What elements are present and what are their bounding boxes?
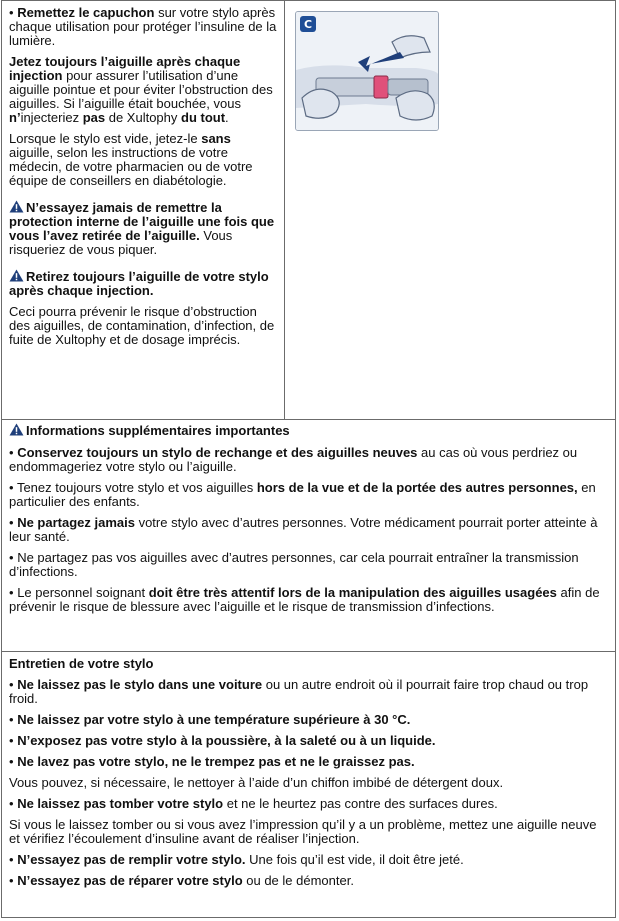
warning-remove-needle: Retirez toujours l’aiguille de votre stylo après chaque injection. — [9, 269, 269, 298]
pen-care-heading: Entretien de votre stylo — [9, 656, 154, 671]
care-item: • Ne lavez pas votre stylo, ne le trempez pas et ne le graissez pas. — [9, 754, 415, 769]
recap-paragraph: • Remettez le capuchon sur votre stylo après chaque utilisation pour protéger l’insuline de la lumière. — [9, 5, 277, 48]
care-note: Vous pouvez, si nécessaire, le nettoyer à l’aide d’un chiffon imbibé de détergent doux. — [9, 775, 504, 790]
empty-pen-paragraph: Lorsque le stylo est vide, jetez-le sans aiguille, selon les instructions de votre médecin, de votre pharmacien ou de votre équipe de conseillers en diabétologie. — [9, 131, 253, 188]
important-info-section — [2, 420, 615, 652]
care-item: • N’exposez pas votre stylo à la poussière, à la saleté ou à un liquide. — [9, 733, 436, 748]
info-item: • Le personnel soignant doit être très attentif lors de la manipulation des aiguilles usagées afin de prévenir le risque de blessure avec l’aiguille et le risque de transmission d’infections. — [9, 585, 600, 614]
step-row — [2, 1, 615, 420]
instruction-table — [1, 0, 616, 918]
info-item: • Ne partagez pas vos aiguilles avec d’autres personnes, car cela pourrait entraîner la transmission d’infections. — [9, 550, 579, 579]
remove-needle-reason: Ceci pourra prévenir le risque d’obstruction des aiguilles, de contamination, d’infection, de fuite de Xultophy et de dosage imprécis. — [9, 304, 275, 347]
care-item: • N’essayez pas de réparer votre stylo ou de le démonter. — [9, 873, 354, 888]
warning-recap-inner: N’essayez jamais de remettre la protection interne de l’aiguille une fois que vous l’avez retirée de l’aiguille. Vous risqueriez de vous piquer. — [9, 200, 275, 257]
care-item: • Ne laissez pas le stylo dans une voiture ou un autre endroit où il pourrait faire trop chaud ou trop froid. — [9, 677, 589, 706]
info-item: • Ne partagez jamais votre stylo avec d’autres personnes. Votre médicament pourrait porter atteinte à leur santé. — [9, 515, 598, 544]
care-item: • Ne laissez par votre stylo à une température supérieure à 30 °C. — [9, 712, 411, 727]
figure-cell — [285, 1, 615, 419]
discard-needle-paragraph: Jetez toujours l’aiguille après chaque injection pour assurer l’utilisation d’une aiguille pointue et pour éviter l’obstruction des aiguilles. Si l’aiguille était bouchée, vous n’injecteriez pas de Xultophy du tout. — [9, 54, 273, 125]
figure-label: C — [303, 18, 313, 31]
important-info-heading: Informations supplémentaires importantes — [9, 423, 609, 438]
info-item: • Conservez toujours un stylo de rechange et des aiguilles neuves au cas où vous perdriez ou endommageriez votre stylo ou l’aiguille. — [9, 445, 578, 474]
warning-triangle-icon — [9, 269, 24, 282]
warning-triangle-icon — [9, 423, 24, 436]
warning-triangle-icon — [9, 200, 24, 213]
care-note: Si vous le laissez tomber ou si vous avez l’impression qu’il y a un problème, mettez une aiguille neuve et vérifiez l’écoulement d’insuline avant de réaliser l’injection. — [9, 817, 597, 846]
pen-care-section — [2, 653, 615, 917]
care-item: • Ne laissez pas tomber votre stylo et ne le heurtez pas contre des surfaces dures. — [9, 796, 498, 811]
info-item: • Tenez toujours votre stylo et vos aiguilles hors de la vue et de la portée des autres personnes, en particulier des enfants. — [9, 480, 596, 509]
care-item: • N’essayez pas de remplir votre stylo. Une fois qu’il est vide, il doit être jeté. — [9, 852, 464, 867]
remove-needle-illustration — [295, 11, 439, 131]
step-text-cell — [2, 1, 285, 419]
